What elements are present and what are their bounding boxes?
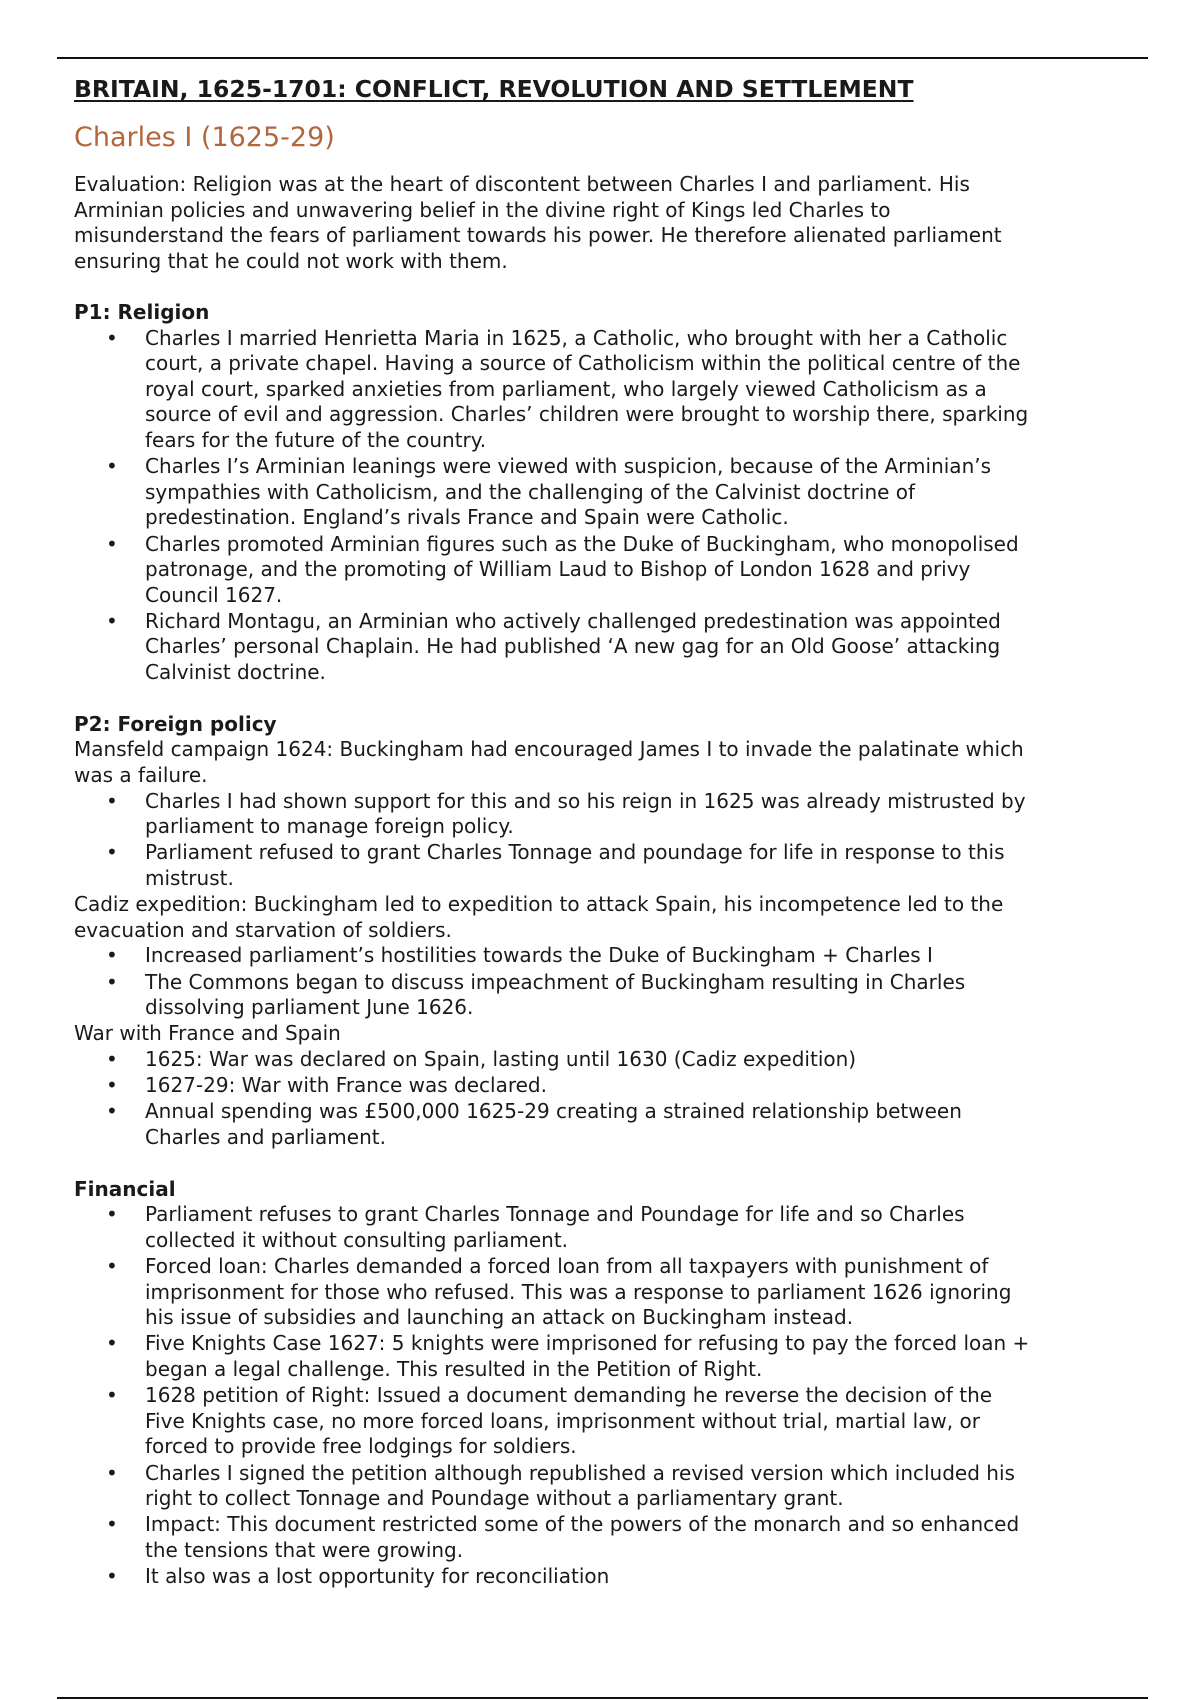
paragraph [74, 892, 1154, 943]
bullet-icon: • [106, 1331, 118, 1356]
list-item-line: Impact: This document restricted some of the powers of the monarch and so enhanced [145, 1512, 1020, 1537]
paragraph-line: evacuation and starvation of soldiers. [74, 917, 452, 942]
list-item-line: Charles I signed the petition although republished a revised version which included his [145, 1460, 1015, 1485]
list-item-line: collected it without consulting parliament. [145, 1227, 569, 1252]
list-item-line: Council 1627. [145, 582, 283, 607]
list-item [74, 454, 1154, 531]
section-title: Charles I (1625-29) [74, 122, 335, 153]
bullet-icon: • [106, 454, 118, 479]
paragraph [74, 172, 1154, 274]
bullet-icon: • [106, 531, 118, 556]
list-item-line: Charles’ personal Chaplain. He had published ‘A new gag for an Old Goose’ attacking [145, 634, 1001, 659]
bullet-list [74, 1202, 1154, 1589]
list-item-line: forced to provide free lodgings for soldiers. [145, 1434, 577, 1459]
list-item-line: began a legal challenge. This resulted in the Petition of Right. [145, 1357, 763, 1382]
list-item-line: predestination. England’s rivals France and Spain were Catholic. [145, 505, 789, 530]
list-item [74, 840, 1154, 891]
list-item-line: Charles promoted Arminian figures such as the Duke of Buckingham, who monopolised [145, 531, 1019, 556]
bullet-list [74, 1047, 1154, 1151]
list-item-line: parliament to manage foreign policy. [145, 814, 514, 839]
list-item [74, 1383, 1154, 1460]
footer-rule [57, 1697, 1148, 1699]
paragraph-line: Cadiz expedition: Buckingham led to expedition to attack Spain, his incompetence led to the [74, 892, 1004, 917]
bullet-list [74, 789, 1154, 892]
bullet-icon: • [106, 969, 118, 994]
bullet-list [74, 943, 1154, 1020]
paragraph [74, 1021, 1154, 1047]
list-item-line: Charles and parliament. [145, 1124, 386, 1149]
paragraph-line: War with France and Spain [74, 1021, 341, 1046]
list-item-line: Annual spending was £500,000 1625-29 creating a strained relationship between [145, 1099, 962, 1124]
list-item-line: patronage, and the promoting of William Laud to Bishop of London 1628 and privy [145, 557, 971, 582]
list-item [74, 1461, 1154, 1512]
list-item [74, 1564, 1154, 1590]
paragraph-line: Mansfeld campaign 1624: Buckingham had encouraged James I to invade the palatinate which [74, 737, 1024, 762]
bullet-list [74, 326, 1154, 686]
list-item [74, 326, 1154, 454]
bullet-icon: • [106, 840, 118, 865]
subheading: P1: Religion [74, 299, 210, 324]
bullet-icon: • [106, 943, 118, 968]
list-item-line: fears for the future of the country. [145, 427, 487, 452]
bullet-icon: • [106, 1512, 118, 1537]
list-item-line: court, a private chapel. Having a source of Catholicism within the political centre of the [145, 351, 1021, 376]
list-item [74, 1254, 1154, 1331]
bullet-icon: • [106, 1202, 118, 1227]
list-item-line: The Commons began to discuss impeachment of Buckingham resulting in Charles [145, 969, 966, 994]
list-item-line: Five Knights case, no more forced loans, imprisonment without trial, martial law, or [145, 1408, 980, 1433]
bullet-icon: • [106, 1046, 118, 1071]
bullet-icon: • [106, 788, 118, 813]
list-item-line: Parliament refused to grant Charles Tonnage and poundage for life in response to this [145, 840, 1005, 865]
list-item [74, 1047, 1154, 1073]
list-item-line: right to collect Tonnage and Poundage without a parliamentary grant. [145, 1486, 844, 1511]
list-item-line: Charles I married Henrietta Maria in 1625, a Catholic, who brought with her a Catholic [145, 325, 1008, 350]
bullet-icon: • [106, 1564, 118, 1589]
paragraph [74, 737, 1154, 788]
list-item [74, 532, 1154, 609]
bullet-icon: • [106, 325, 118, 350]
list-item [74, 970, 1154, 1021]
list-item [74, 789, 1154, 840]
list-item-line: dissolving parliament June 1626. [145, 995, 474, 1020]
list-item-line: Increased parliament’s hostilities towards the Duke of Buckingham + Charles I [145, 943, 933, 968]
bullet-icon: • [106, 608, 118, 633]
list-item-line: It also was a lost opportunity for reconciliation [145, 1564, 610, 1589]
list-item-line: mistrust. [145, 866, 234, 890]
list-item-line: Forced loan: Charles demanded a forced loan from all taxpayers with punishment of [145, 1254, 989, 1279]
list-item [74, 609, 1154, 686]
list-item [74, 1099, 1154, 1150]
list-item-line: Richard Montagu, an Arminian who actively challenged predestination was appointed [145, 608, 1001, 633]
bullet-icon: • [106, 1099, 118, 1124]
document-title: BRITAIN, 1625-1701: CONFLICT, REVOLUTION AND SETTLEMENT [74, 75, 914, 103]
subheading: Financial [74, 1176, 176, 1201]
list-item-line: royal court, sparked anxieties from parliament, who largely viewed Catholicism as a [145, 376, 987, 401]
list-item [74, 1512, 1154, 1563]
paragraph-line: was a failure. [74, 763, 208, 788]
list-item [74, 1331, 1154, 1382]
list-item-line: Calvinist doctrine. [145, 660, 326, 685]
list-item-line: 1627-29: War with France was declared. [145, 1073, 547, 1098]
list-item-line: 1628 petition of Right: Issued a document demanding he reverse the decision of the [145, 1383, 993, 1408]
list-item-line: Charles I had shown support for this and so his reign in 1625 was already mistrusted by [145, 788, 1026, 813]
blank-line [74, 274, 1154, 300]
list-item-line: 1625: War was declared on Spain, lasting until 1630 (Cadiz expedition) [145, 1046, 857, 1071]
paragraph-line: Arminian policies and unwavering belief in the divine right of Kings led Charles to [74, 197, 891, 222]
list-item-line: the tensions that were growing. [145, 1537, 464, 1562]
list-item-line: his issue of subsidies and launching an attack on Buckingham instead. [145, 1305, 854, 1330]
paragraph-line: ensuring that he could not work with them. [74, 248, 508, 273]
bullet-icon: • [106, 1460, 118, 1485]
subheading: P2: Foreign policy [74, 711, 277, 736]
list-item-line: Charles I’s Arminian leanings were viewed with suspicion, because of the Arminian’s [145, 454, 992, 479]
document-body [74, 74, 1154, 1590]
blank-line [74, 1151, 1154, 1177]
section-content [74, 172, 1154, 1590]
list-item-line: source of evil and aggression. Charles’ children were brought to worship there, sparking [145, 402, 1029, 427]
list-item [74, 943, 1154, 969]
bullet-icon: • [106, 1383, 118, 1408]
bullet-icon: • [106, 1254, 118, 1279]
blank-line [74, 686, 1154, 712]
list-item [74, 1202, 1154, 1253]
paragraph-line: misunderstand the fears of parliament towards his power. He therefore alienated parliament [74, 223, 1002, 248]
list-item-line: imprisonment for those who refused. This was a response to parliament 1626 ignoring [145, 1279, 1012, 1304]
bullet-icon: • [106, 1073, 118, 1098]
list-item [74, 1073, 1154, 1099]
list-item-line: Five Knights Case 1627: 5 knights were imprisoned for refusing to pay the forced loan + [145, 1331, 1030, 1356]
list-item-line: sympathies with Catholicism, and the challenging of the Calvinist doctrine of [145, 479, 916, 504]
list-item-line: Parliament refuses to grant Charles Tonnage and Poundage for life and so Charles [145, 1202, 965, 1227]
paragraph-line: Evaluation: Religion was at the heart of discontent between Charles I and parliament. His [74, 172, 970, 196]
header-rule [57, 57, 1148, 59]
